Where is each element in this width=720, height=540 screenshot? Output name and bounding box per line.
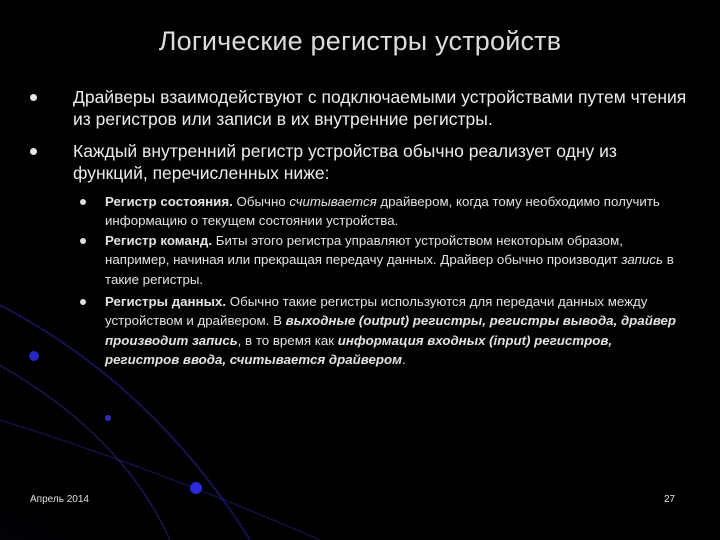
emphasis-text: выходные (output) регистры, регистры вывода, драйвер производит запись [105, 313, 677, 348]
text-run: Обычно такие регистры используются для передачи данных между устройством и драйвером. В [105, 294, 648, 329]
footer-date: Апрель 2014 [30, 494, 89, 505]
emphasis-text: информация входных (input) регистров, регистров ввода, считывается драйвером [105, 332, 613, 368]
register-term: Регистр команд. [105, 233, 213, 248]
sub-bullet-item [80, 292, 690, 370]
bullet-dot-icon [30, 94, 37, 101]
text-run: . [401, 352, 406, 368]
bullet-text: Драйверы взаимодействуют с подключаемыми устройствами путем чтения из регистров или записи в их внутренние регистры. [73, 87, 687, 129]
bullet-dot-icon [80, 199, 86, 205]
text-run: драйвером, когда тому необходимо получить информацию о текущем состоянии устройства. [105, 194, 660, 229]
slide-number: 27 [664, 494, 676, 505]
bullet-item [30, 140, 690, 184]
text-run: Биты этого регистра управляют устройством некоторым образом, например, начиная или прекращая передачу данных. Драйвер обычно производит [105, 233, 623, 268]
sub-bullet-text [105, 292, 690, 370]
text-run: , в то время как [237, 332, 338, 348]
sub-bullet-text [105, 192, 690, 231]
bullet-dot-icon [80, 299, 86, 305]
bullet-item [30, 86, 690, 130]
sub-bullet-text [105, 231, 690, 289]
sub-bullet-item [80, 231, 690, 289]
bullet-text: Каждый внутренний регистр устройства обычно реализует одну из функций, перечисленных ниже: [73, 141, 617, 183]
bullet-dot-icon [30, 148, 37, 155]
bullet-dot-icon [80, 238, 86, 244]
emphasis-text: запись [621, 252, 664, 268]
text-run: Обычно [232, 194, 290, 209]
slide-title: Логические регистры устройств [158, 26, 562, 56]
register-term: Регистр состояния. [105, 194, 233, 209]
register-term: Регистры данных. [105, 294, 227, 309]
emphasis-text: считывается [289, 194, 377, 209]
sub-bullet-item [80, 192, 690, 231]
text-run: в такие регистры. [105, 252, 674, 287]
